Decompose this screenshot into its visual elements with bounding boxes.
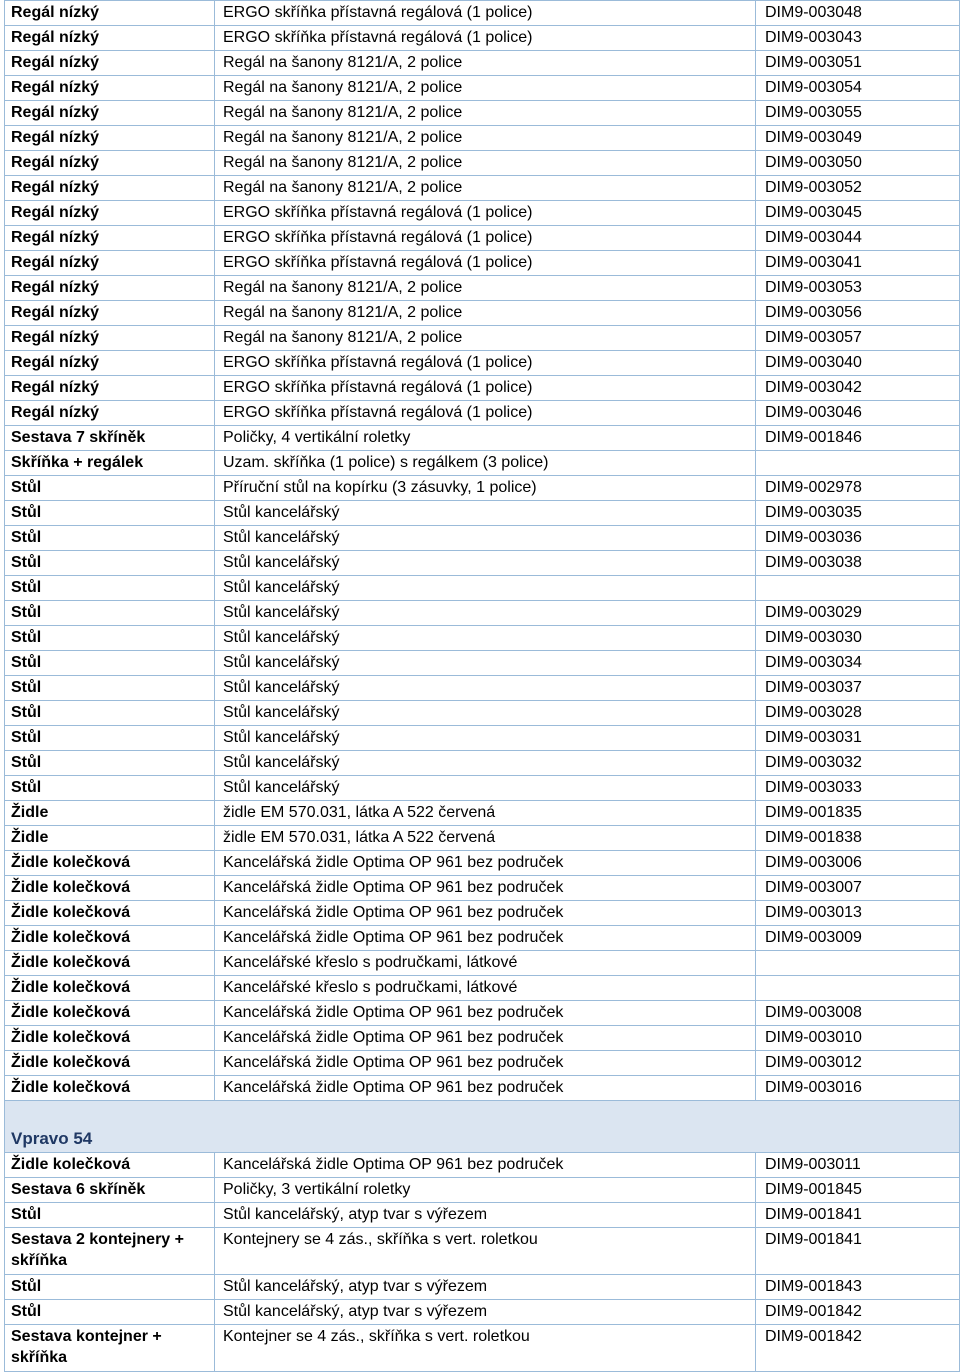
table-row: [5, 401, 960, 426]
table-row: [5, 651, 960, 676]
item-code: DIM9-002978: [756, 476, 960, 501]
table-row: [5, 176, 960, 201]
item-code: DIM9-001842: [756, 1325, 960, 1372]
inventory-table: [4, 0, 960, 1372]
item-code: [756, 976, 960, 1001]
item-description: Kancelářské křeslo s područkami, látkové: [215, 951, 756, 976]
item-code: DIM9-003041: [756, 251, 960, 276]
item-description: ERGO skříňka přístavná regálová (1 police): [215, 226, 756, 251]
item-category: Židle kolečková: [5, 1153, 215, 1178]
item-code: DIM9-001841: [756, 1203, 960, 1228]
inventory-table-body: [5, 1, 960, 1372]
item-description: Regál na šanony 8121/A, 2 police: [215, 151, 756, 176]
item-description: Regál na šanony 8121/A, 2 police: [215, 276, 756, 301]
section-title: Vpravo 54: [11, 1129, 93, 1148]
table-row: [5, 551, 960, 576]
table-row: [5, 926, 960, 951]
item-description: Kancelářská židle Optima OP 961 bez područek: [215, 901, 756, 926]
item-category: Regál nízký: [5, 76, 215, 101]
item-description: Kancelářská židle Optima OP 961 bez područek: [215, 851, 756, 876]
item-code: DIM9-003044: [756, 226, 960, 251]
table-row: [5, 826, 960, 851]
table-row: [5, 251, 960, 276]
item-category: Stůl: [5, 551, 215, 576]
item-code: DIM9-003049: [756, 126, 960, 151]
item-code: DIM9-003009: [756, 926, 960, 951]
table-row: [5, 201, 960, 226]
item-category: Regál nízký: [5, 226, 215, 251]
item-category: Regál nízký: [5, 326, 215, 351]
table-row: [5, 326, 960, 351]
item-code: DIM9-003040: [756, 351, 960, 376]
item-description: Regál na šanony 8121/A, 2 police: [215, 326, 756, 351]
item-description: Regál na šanony 8121/A, 2 police: [215, 176, 756, 201]
item-description: Kontejnery se 4 zás., skříňka s vert. roletkou: [215, 1228, 756, 1275]
item-category: Sestava 2 kontejnery + skříňka: [5, 1228, 215, 1275]
item-category: Stůl: [5, 501, 215, 526]
item-code: DIM9-003037: [756, 676, 960, 701]
table-row: [5, 126, 960, 151]
item-code: DIM9-003011: [756, 1153, 960, 1178]
table-row: [5, 1, 960, 26]
item-code: DIM9-003010: [756, 1026, 960, 1051]
table-row: [5, 851, 960, 876]
item-category: Stůl: [5, 776, 215, 801]
item-code: DIM9-003052: [756, 176, 960, 201]
item-code: DIM9-003028: [756, 701, 960, 726]
item-code: DIM9-003012: [756, 1051, 960, 1076]
item-description: Stůl kancelářský: [215, 501, 756, 526]
table-row: [5, 476, 960, 501]
item-description: židle EM 570.031, látka A 522 červená: [215, 801, 756, 826]
item-description: Stůl kancelářský: [215, 751, 756, 776]
table-row: [5, 1300, 960, 1325]
item-category: Stůl: [5, 626, 215, 651]
item-category: Regál nízký: [5, 176, 215, 201]
table-row: [5, 51, 960, 76]
item-category: Regál nízký: [5, 376, 215, 401]
table-row: [5, 1325, 960, 1372]
table-row: [5, 226, 960, 251]
table-row: [5, 1153, 960, 1178]
item-code: DIM9-003032: [756, 751, 960, 776]
item-category: Regál nízký: [5, 151, 215, 176]
item-code: DIM9-003029: [756, 601, 960, 626]
table-row: [5, 1076, 960, 1101]
table-row: [5, 301, 960, 326]
item-code: DIM9-003036: [756, 526, 960, 551]
item-category: Stůl: [5, 601, 215, 626]
item-category: Stůl: [5, 576, 215, 601]
section-cell: [5, 1101, 960, 1153]
item-category: Sestava 6 skříněk: [5, 1178, 215, 1203]
table-row: [5, 351, 960, 376]
item-code: DIM9-003051: [756, 51, 960, 76]
item-code: DIM9-001846: [756, 426, 960, 451]
item-category: Židle: [5, 826, 215, 851]
item-description: Regál na šanony 8121/A, 2 police: [215, 101, 756, 126]
item-code: DIM9-003038: [756, 551, 960, 576]
item-description: Stůl kancelářský: [215, 576, 756, 601]
item-category: Stůl: [5, 476, 215, 501]
item-code: DIM9-001835: [756, 801, 960, 826]
table-row: [5, 151, 960, 176]
section-row: [5, 1101, 960, 1153]
item-description: Kancelářská židle Optima OP 961 bez područek: [215, 926, 756, 951]
item-category: Regál nízký: [5, 251, 215, 276]
item-category: Regál nízký: [5, 51, 215, 76]
item-description: Stůl kancelářský: [215, 551, 756, 576]
item-description: ERGO skříňka přístavná regálová (1 police): [215, 251, 756, 276]
item-description: Kancelářská židle Optima OP 961 bez područek: [215, 1001, 756, 1026]
item-description: Kancelářská židle Optima OP 961 bez područek: [215, 876, 756, 901]
item-category: Stůl: [5, 651, 215, 676]
item-description: Kancelářská židle Optima OP 961 bez područek: [215, 1076, 756, 1101]
item-code: DIM9-003013: [756, 901, 960, 926]
item-code: DIM9-003053: [756, 276, 960, 301]
table-row: [5, 1203, 960, 1228]
table-row: [5, 976, 960, 1001]
item-description: Stůl kancelářský, atyp tvar s výřezem: [215, 1300, 756, 1325]
table-row: [5, 876, 960, 901]
item-category: Regál nízký: [5, 126, 215, 151]
item-code: DIM9-003043: [756, 26, 960, 51]
table-row: [5, 1001, 960, 1026]
item-code: DIM9-003008: [756, 1001, 960, 1026]
item-description: Stůl kancelářský, atyp tvar s výřezem: [215, 1203, 756, 1228]
table-row: [5, 901, 960, 926]
table-row: [5, 26, 960, 51]
item-category: Židle kolečková: [5, 876, 215, 901]
item-category: Stůl: [5, 676, 215, 701]
table-row: [5, 101, 960, 126]
item-category: Regál nízký: [5, 201, 215, 226]
table-row: [5, 1275, 960, 1300]
table-row: [5, 751, 960, 776]
item-description: židle EM 570.031, látka A 522 červená: [215, 826, 756, 851]
item-category: Regál nízký: [5, 276, 215, 301]
item-category: Židle kolečková: [5, 1076, 215, 1101]
item-code: DIM9-001841: [756, 1228, 960, 1275]
item-category: Regál nízký: [5, 101, 215, 126]
item-description: ERGO skříňka přístavná regálová (1 police): [215, 351, 756, 376]
item-description: Uzam. skříňka (1 police) s regálkem (3 police): [215, 451, 756, 476]
item-description: Kancelářské křeslo s područkami, látkové: [215, 976, 756, 1001]
item-category: Židle kolečková: [5, 901, 215, 926]
item-category: Židle kolečková: [5, 851, 215, 876]
item-code: DIM9-003035: [756, 501, 960, 526]
item-code: [756, 451, 960, 476]
table-row: [5, 601, 960, 626]
table-row: [5, 1228, 960, 1275]
item-code: DIM9-003033: [756, 776, 960, 801]
item-code: DIM9-003046: [756, 401, 960, 426]
item-category: Stůl: [5, 1300, 215, 1325]
item-description: Stůl kancelářský: [215, 676, 756, 701]
item-code: DIM9-003056: [756, 301, 960, 326]
item-code: DIM9-003055: [756, 101, 960, 126]
table-row: [5, 276, 960, 301]
item-code: DIM9-003045: [756, 201, 960, 226]
item-description: Stůl kancelářský: [215, 651, 756, 676]
table-row: [5, 626, 960, 651]
item-description: Regál na šanony 8121/A, 2 police: [215, 51, 756, 76]
table-row: [5, 376, 960, 401]
item-category: Stůl: [5, 1275, 215, 1300]
item-description: Stůl kancelářský: [215, 526, 756, 551]
item-description: Stůl kancelářský: [215, 776, 756, 801]
item-code: [756, 951, 960, 976]
item-category: Regál nízký: [5, 401, 215, 426]
table-row: [5, 1051, 960, 1076]
item-description: Regál na šanony 8121/A, 2 police: [215, 76, 756, 101]
item-code: DIM9-003030: [756, 626, 960, 651]
item-category: Židle kolečková: [5, 1001, 215, 1026]
item-code: DIM9-001843: [756, 1275, 960, 1300]
table-row: [5, 676, 960, 701]
item-code: DIM9-003034: [756, 651, 960, 676]
item-description: Regál na šanony 8121/A, 2 police: [215, 126, 756, 151]
item-category: Stůl: [5, 726, 215, 751]
item-description: ERGO skříňka přístavná regálová (1 police): [215, 201, 756, 226]
item-description: Příruční stůl na kopírku (3 zásuvky, 1 police): [215, 476, 756, 501]
item-description: Stůl kancelářský: [215, 626, 756, 651]
item-description: Stůl kancelářský: [215, 701, 756, 726]
item-category: Sestava 7 skříněk: [5, 426, 215, 451]
item-description: ERGO skříňka přístavná regálová (1 police): [215, 376, 756, 401]
item-category: Regál nízký: [5, 301, 215, 326]
item-category: Židle kolečková: [5, 1051, 215, 1076]
item-description: Kancelářská židle Optima OP 961 bez područek: [215, 1026, 756, 1051]
item-category: Stůl: [5, 526, 215, 551]
table-row: [5, 951, 960, 976]
item-code: DIM9-003006: [756, 851, 960, 876]
item-code: [756, 576, 960, 601]
item-description: Poličky, 4 vertikální roletky: [215, 426, 756, 451]
item-category: Židle kolečková: [5, 926, 215, 951]
item-code: DIM9-003048: [756, 1, 960, 26]
item-category: Regál nízký: [5, 26, 215, 51]
item-description: Stůl kancelářský: [215, 601, 756, 626]
item-description: Kancelářská židle Optima OP 961 bez područek: [215, 1153, 756, 1178]
item-code: DIM9-003042: [756, 376, 960, 401]
item-category: Stůl: [5, 751, 215, 776]
item-category: Sestava kontejner + skříňka: [5, 1325, 215, 1372]
table-row: [5, 801, 960, 826]
item-code: DIM9-001838: [756, 826, 960, 851]
table-row: [5, 726, 960, 751]
item-description: Kancelářská židle Optima OP 961 bez područek: [215, 1051, 756, 1076]
item-code: DIM9-001845: [756, 1178, 960, 1203]
table-row: [5, 501, 960, 526]
item-code: DIM9-001842: [756, 1300, 960, 1325]
table-row: [5, 526, 960, 551]
item-description: Kontejner se 4 zás., skříňka s vert. roletkou: [215, 1325, 756, 1372]
item-description: ERGO skříňka přístavná regálová (1 police): [215, 26, 756, 51]
table-row: [5, 1178, 960, 1203]
table-row: [5, 451, 960, 476]
item-description: Stůl kancelářský, atyp tvar s výřezem: [215, 1275, 756, 1300]
item-description: Poličky, 3 vertikální roletky: [215, 1178, 756, 1203]
item-code: DIM9-003054: [756, 76, 960, 101]
table-row: [5, 701, 960, 726]
item-category: Regál nízký: [5, 1, 215, 26]
item-code: DIM9-003057: [756, 326, 960, 351]
item-code: DIM9-003007: [756, 876, 960, 901]
item-category: Židle kolečková: [5, 1026, 215, 1051]
item-category: Židle: [5, 801, 215, 826]
item-description: Regál na šanony 8121/A, 2 police: [215, 301, 756, 326]
item-category: Stůl: [5, 1203, 215, 1228]
item-category: Skříňka + regálek: [5, 451, 215, 476]
item-category: Židle kolečková: [5, 951, 215, 976]
item-description: ERGO skříňka přístavná regálová (1 police): [215, 401, 756, 426]
item-category: Židle kolečková: [5, 976, 215, 1001]
table-row: [5, 76, 960, 101]
item-code: DIM9-003016: [756, 1076, 960, 1101]
item-description: ERGO skříňka přístavná regálová (1 police): [215, 1, 756, 26]
table-row: [5, 426, 960, 451]
item-description: Stůl kancelářský: [215, 726, 756, 751]
item-code: DIM9-003031: [756, 726, 960, 751]
item-category: Stůl: [5, 701, 215, 726]
table-row: [5, 776, 960, 801]
table-row: [5, 576, 960, 601]
table-row: [5, 1026, 960, 1051]
item-category: Regál nízký: [5, 351, 215, 376]
item-code: DIM9-003050: [756, 151, 960, 176]
